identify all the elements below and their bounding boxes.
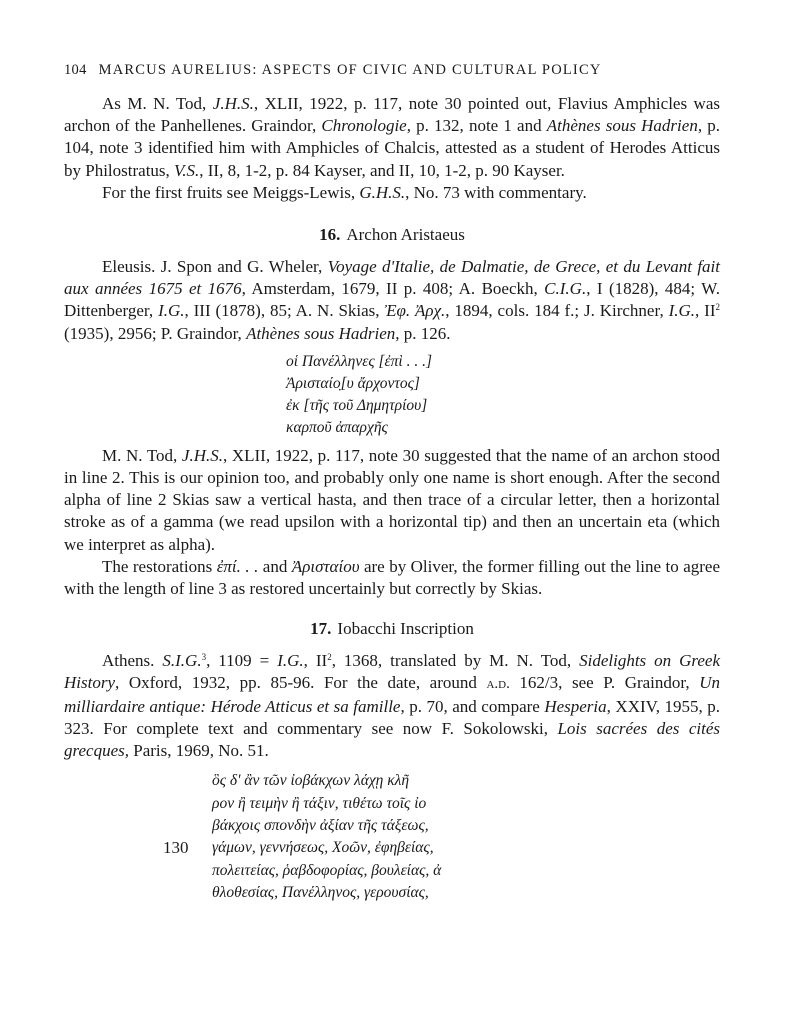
inscription-17 bbox=[163, 770, 720, 904]
inscription-line: ὃς δ' ἂν τῶν ἰοβάκχων λάχῃ κλῆ bbox=[212, 772, 410, 790]
paragraph-restorations: The restorations ἐπί. . . and Ἀρισταίου are by Oliver, the former filling out the line to agree with the length of line 3 as restored uncertainly but correctly by Skias. bbox=[64, 556, 720, 599]
inscription-line: Ἀρισταίο̣[υ ἄρχοντος] bbox=[286, 374, 420, 392]
inscription-line: οἱ Πανέλληνες [ἐπὶ . . .] bbox=[286, 352, 433, 370]
inscription-line: βάκχοις σπονδὴν ἀξίαν τῆς τάξεως, bbox=[212, 817, 429, 835]
section-number: 17. bbox=[310, 619, 332, 639]
running-title: MARCUS AURELIUS: ASPECTS OF CIVIC AND CULTURAL POLICY bbox=[98, 62, 602, 78]
inscription-16 bbox=[286, 351, 720, 439]
paragraph-athens-references: Athens. S.I.G.$^3$, 1109 = I.G., $II^2$, 1368, translated by M. N. Tod, Sidelights on Greek History, Oxford, 1932, pp. 85-96. For the date, around a.d. 162/3, see P. Graindor, Un milliardaire antique: Hérode Atticus et sa famille, p. 70, and compare Hesperia, XXIV, 1955, p. 323. For complete text and commentary see now F. Sokolowski, Lois sacrées des cités grecques, Paris, 1969, No. 51. bbox=[64, 651, 720, 761]
running-head bbox=[64, 62, 720, 79]
section-number: 16. bbox=[319, 225, 341, 245]
line-number: 130 bbox=[163, 838, 189, 858]
inscription-line: ρον ἢ τειμὴν ἢ τάξιν, τιθέτω τοῖς ἰο bbox=[212, 794, 427, 812]
inscription-line: πολειτείας, ῥαβδοφορίας, βουλείας, ἀ bbox=[212, 861, 442, 879]
inscription-line: ἐκ [τῆς τοῦ Δημητρίου] bbox=[286, 396, 428, 414]
section-title: Iobacchi Inscription bbox=[337, 619, 474, 639]
paragraph-eleusis-references: Eleusis. J. Spon and G. Wheler, Voyage d'Italie, de Dalmatie, de Grece, et du Levant fait aux années 1675 et 1676, Amsterdam, 1679, II p. 408; A. Boeckh, C.I.G., I (1828), 484; W. Dittenberger, I.G., III (1878), 85; A. N. Skias, Ἐφ. Ἀρχ., 1894, cols. 184 f.; J. Kirchner, I.G., $II^2$ (1935), 2956; P. Graindor, Athènes sous Hadrien, p. 126. bbox=[64, 257, 721, 343]
paragraph-first-fruits: For the first fruits see Meiggs-Lewis, G.H.S., No. 73 with commentary. bbox=[102, 182, 587, 202]
page bbox=[64, 62, 720, 905]
section-heading-16 bbox=[64, 224, 720, 246]
inscription-line: καρποῦ ἀπαρχῆς bbox=[286, 418, 388, 436]
paragraph-amphicles: As M. N. Tod, J.H.S., XLII, 1922, p. 117, note 30 pointed out, Flavius Amphicles was archon of the Panhellenes. Graindor, Chronologie, p. 132, note 1 and Athènes sous Hadrien, p. 104, note 3 identified him with Amphicles of Chalcis, attested as a student of Herodes Atticus by Philostratus, V.S., II, 8, 1-2, p. 84 Kayser, and II, 10, 1-2, p. 90 Kayser. bbox=[64, 94, 720, 180]
page-number: 104 bbox=[64, 62, 87, 78]
inscription-line: 130 γάμων, γεννήσεως, Χοῶν, ἐφηβείας, bbox=[212, 837, 720, 859]
section-title: Archon Aristaeus bbox=[346, 225, 465, 245]
paragraph-tod-commentary: M. N. Tod, J.H.S., XLII, 1922, p. 117, note 30 suggested that the name of an archon stood in line 2. This is our opinion too, and probably only one name is short enough. After the second alpha of line 2 Skias saw a vertical hasta, and then trace of a circular letter, then a horizontal stroke as of a gamma (we read upsilon with a horizontal tip) and then an uncertain eta (which we interpret as alpha). bbox=[64, 445, 720, 554]
inscription-line: θλοθεσίας, Πανέλληνος, γερουσίας, bbox=[212, 884, 429, 902]
section-heading-17 bbox=[64, 618, 720, 640]
